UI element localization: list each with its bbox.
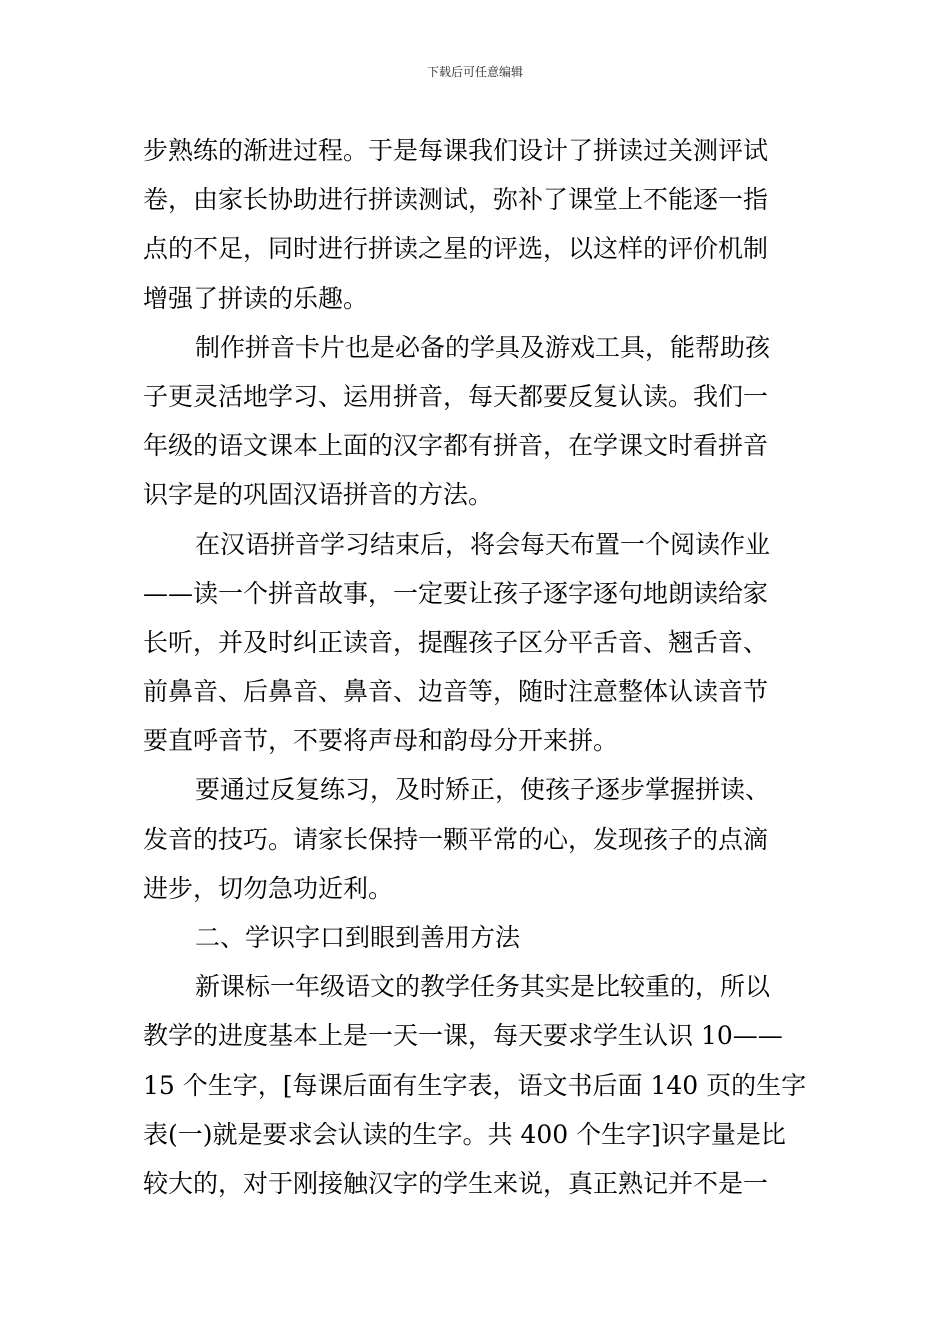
text-line: 制作拼音卡片也是必备的学具及游戏工具，能帮助孩 — [195, 332, 771, 362]
text-line: 长听，并及时纠正读音，提醒孩子区分平舌音、翘舌音、 — [143, 627, 769, 657]
page-header: 下载后可任意编辑 — [426, 65, 523, 79]
text-line: 二、学识字口到眼到善用方法 — [195, 923, 521, 952]
text-line: 教学的进度基本上是一天一课，每天要求学生认识 10—— — [143, 1021, 783, 1051]
text-line: 表(一)就是要求会认读的生字。共 400 个生字]识字量是比 — [143, 1119, 786, 1149]
text-line: 识字是的巩固汉语拼音的方法。 — [143, 480, 494, 510]
text-line: ——读一个拼音故事，一定要让孩子逐字逐句地朗读给家 — [143, 578, 769, 608]
text-line: 新课标一年级语文的教学任务其实是比较重的，所以 — [195, 972, 771, 1002]
text-line: 点的不足，同时进行拼读之星的评选，以这样的评价机制 — [143, 234, 769, 264]
body-text — [143, 126, 808, 1208]
text-line: 增强了拼读的乐趣。 — [143, 283, 369, 313]
text-line: 年级的语文课本上面的汉字都有拼音，在学课文时看拼音 — [143, 431, 769, 461]
text-line: 要通过反复练习，及时矫正，使孩子逐步掌握拼读、 — [195, 775, 771, 805]
text-line: 卷，由家长协助进行拼读测试，弥补了课堂上不能逐一指 — [143, 185, 769, 215]
text-line: 较大的，对于刚接触汉字的学生来说，真正熟记并不是一 — [143, 1168, 769, 1198]
text-line: 15 个生字，[每课后面有生字表，语文书后面 140 页的生字 — [143, 1070, 807, 1100]
text-line: 子更灵活地学习、运用拼音，每天都要反复认读。我们一 — [143, 381, 769, 411]
text-line: 要直呼音节，不要将声母和韵母分开来拼。 — [143, 726, 619, 756]
text-line: 发音的技巧。请家长保持一颗平常的心，发现孩子的点滴 — [143, 824, 769, 854]
text-line: 在汉语拼音学习结束后，将会每天布置一个阅读作业 — [195, 529, 771, 559]
text-line: 步熟练的渐进过程。于是每课我们设计了拼读过关测评试 — [143, 136, 769, 165]
text-line: 进步，切勿急功近利。 — [143, 873, 394, 903]
text-line: 前鼻音、后鼻音、鼻音、边音等，随时注意整体认读音节 — [143, 677, 769, 707]
